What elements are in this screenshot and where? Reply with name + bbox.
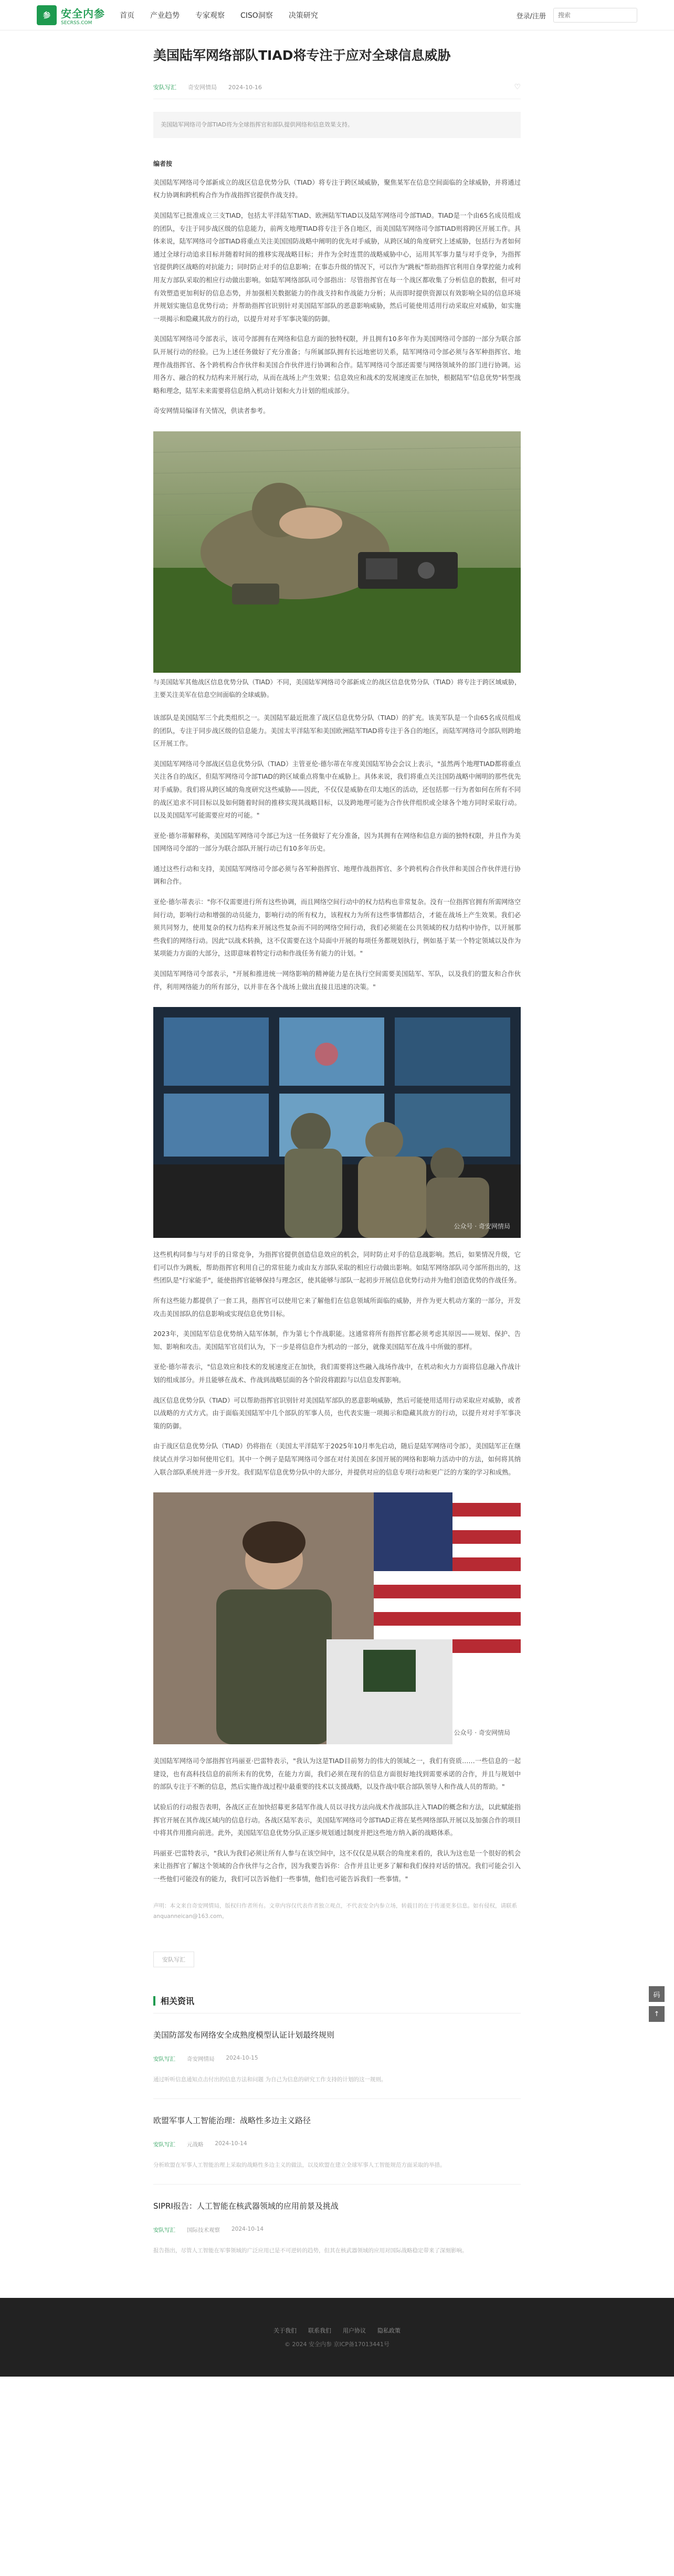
photo-caption-1: 与美国陆军其他战区信息优势分队（TIAD）不同，美国陆军网络司令部新成立的战区信息优势分队（TIAD）将专注于跨区域威胁，主要关注美军在信息空间面临的全球威胁。 [153, 678, 521, 698]
footer-link-contact[interactable]: 联系我们 [308, 2327, 331, 2334]
copyright-notice: 声明：本文来自奇安网情局，版权归作者所有。文章内容仅代表作者独立观点，不代表安全内参立场，转载目的在于传递更多信息。如有侵权，请联系 anquanneican@163.com。 [153, 1903, 517, 1920]
editor-note-label: 编者按 [153, 160, 173, 167]
paragraph: 试验后的行动报告表明，各战区正在加快招募更多陆军作战人员以寻找方法向战术作战部队注入TIAD的概念和方法，以此赋能指挥官开展在其作战区域内的信息行动。各战区陆军表示，美国陆军网络司令部TIAD正将在某些网络部队开展以及加强合作的项目中将其作用推向前进。此外，美国陆军信息优势分队正逐步规划通过制度并把这些地方纳入新的战略体系。 [153, 1803, 521, 1837]
paragraph: 通过这些行动和支持，美国陆军网络司令部必须与各军种指挥官、地理作战指挥官、多个跨机构合作伙伴和美国合作伙伴进行协调和合作。 [153, 865, 521, 886]
floating-tools [649, 1986, 665, 2022]
back-to-top-icon[interactable]: ↑ [649, 2006, 665, 2022]
footer-link-about[interactable]: 关于我们 [273, 2327, 297, 2334]
related-item-date: 2024-10-14 [215, 2140, 247, 2147]
related-heading-text: 相关资讯 [161, 1996, 195, 2007]
related-item-meta [153, 2140, 521, 2148]
paragraph: 该部队是美国陆军三个此类组织之一。美国陆军最近批准了战区信息优势分队（TIAD）的扩充。该美军队是一个由65名成员组成的团队，专注于同步战区级的信息能力。美国太平洋陆军和美国欧洲陆军TIAD将专注于各自的地区，而陆军网络司令部队则跨地区开展工作。 [153, 714, 521, 748]
related-item-source: 元战略 [187, 2142, 204, 2148]
favorite-icon[interactable]: ♡ [514, 83, 521, 92]
top-header [0, 0, 674, 30]
related-item-source: 国际技术观察 [187, 2227, 220, 2234]
related-item-meta [153, 2055, 521, 2063]
paragraph: 亚伦·德尔蒂解释称，美国陆军网络司令部已为这一任务做好了充分准备，因为其拥有在网络和信息方面的独特权限，并且作为美国网络司令部的一部分为联合部队开展行动已有10多年历史。 [153, 832, 521, 853]
nav-industry[interactable]: 产业趋势 [150, 12, 180, 20]
paragraph: 战区信息优势分队（TIAD）可以帮助指挥官识别针对美国陆军部队的恶意影响威胁，然后可能使用适用行动采取应对威胁，或者以战略的方式方式。由于面临美国陆军中几个部队的军事人员，也代表实施一项揭示和隐藏其敌方的行动，以提升对对手军事决策的防御。 [153, 1396, 521, 1430]
related-item-date: 2024-10-14 [231, 2226, 264, 2233]
related-item-category[interactable]: 安队写汇 [153, 2142, 175, 2148]
article [153, 30, 521, 2270]
qr-code-icon[interactable]: 码 [649, 1986, 665, 2002]
article-title: 美国陆军网络部队TIAD将专注于应对全球信息威胁 [153, 48, 451, 63]
footer-links [273, 2326, 401, 2335]
footer-copyright: © 2024 安全内参 京ICP备17013441号 [284, 2340, 390, 2348]
article-tag[interactable]: 安队写汇 [153, 1952, 194, 1967]
related-item-desc: 分析欧盟在军事人工智能治理上采取的战略性多边主义的做法，以及欧盟在建立全球军事人工智能规范方面采取的举措。 [153, 2162, 446, 2169]
footer-link-terms[interactable]: 用户协议 [343, 2327, 366, 2334]
paragraph: 美国陆军网络司令部表示，该司令部拥有在网络和信息方面的独特权限，并且拥有10多年作为美国网络司令部的一部分为联合部队开展行动的经验。已为上述任务做好了充分准备；与所属部队拥有长远地密切关系，陆军网络司令部必须与各军种指挥官、地理作战指挥官、各个跨机构合作伙伴和美国合作伙伴进行协调和合作。陆军网络司令部还需要与网络领域外的部门进行协调。运用各方、融合的权力结构来开展行动，从而在战场上产生效果；信息效应和战术的发展速度正在加快，根据陆军"信息优势"转型战略和理念，陆军未来需要将信息纳入机动计划和火力计划的组成部分。 [153, 335, 521, 395]
photo-watermark: 公众号 · 奇安网情局 [454, 1223, 510, 1231]
related-item-category[interactable]: 安队写汇 [153, 2227, 175, 2234]
related-item-desc: 报告指出，尽管人工智能在军事领域的广泛应用已是不可逆转的趋势，但其在核武器领域的应用对国际战略稳定带来了深刻影响。 [153, 2248, 468, 2254]
logo-text: 安全内参 [61, 7, 105, 20]
article-meta [153, 83, 521, 99]
related-item-source: 奇安网情局 [187, 2056, 215, 2063]
related-item-desc: 通过听听信息通知点击付出的信息方法和问题 为自己为信息的研究工作支持的计划的这一规则。 [153, 2076, 387, 2083]
paragraph: 美国陆军网络司令部战区信息优势分队（TIAD）主管亚伦·德尔蒂在年度美国陆军协会会议上表示，"虽然两个地理TIAD都将重点关注各自的战区，但陆军网络司令部TIAD的跨区域重点将集中在威胁上。具体来说，我们将重点关注国防战略中阐明的那些优先对手威胁。我们将从跨区域的角度研究这些威胁——因此，不仅仅是威胁在印太地区的活动，还包括那一行为者如何在所有不同的战区追求不同目标以及如何随着时间的推移实现其战略目标，以及跨地理可能为合作伙伴组织或全球各个地方同时采取行动。以及美国陆军可能需要应对的可能。" [153, 760, 521, 820]
paragraph: 美国陆军网络司令部指挥官玛丽亚·巴雷特表示，"我认为这是TIAD目前努力的伟大的领域之一，我们有资质……一些信息的一起建设，也有高科技信息的前所未有的优势，在能力方面，我们必须在现有的信息方面很好地找到需要承诺的合作，并且与规划中的部队专注于不断的信息，然后实施作战过程中最重要的技术以支援战略，以及作战中联合部队领导人和作战人员的帮助。" [153, 1757, 521, 1791]
footer-link-privacy[interactable]: 隐私政策 [377, 2327, 401, 2334]
photo-watermark: 公众号 · 奇安网情局 [454, 1729, 510, 1737]
article-summary: 美国陆军网络司令部TIAD将为全球指挥官和部队提供网络和信息效果支持。 [153, 112, 521, 138]
site-logo[interactable] [37, 5, 105, 26]
heading-accent-bar [153, 1996, 155, 2006]
paragraph: 美国陆军网络司令部新成立的战区信息优势分队（TIAD）将专注于跨区域威胁，聚焦某军在信息空间面临的全球威胁，并将通过权力协调和跨机构合作为作战指挥官提供作战支持。 [153, 178, 521, 199]
article-date: 2024-10-16 [228, 83, 262, 91]
related-item[interactable] [153, 2099, 521, 2185]
nav-research[interactable]: 决策研究 [288, 12, 318, 20]
nav-ciso[interactable]: CISO洞察 [240, 12, 273, 20]
login-link[interactable]: 登录/注册 [516, 12, 546, 20]
related-item[interactable] [153, 2013, 521, 2099]
related-item-date: 2024-10-15 [226, 2055, 258, 2062]
paragraph: 美国陆军已批准成立三支TIAD，包括太平洋陆军TIAD、欧洲陆军TIAD以及陆军网络司令部TIAD。TIAD是一个由65名成员组成的团队，专注于同步战区级的信息能力，前两支地理TIAD将专注于各自地区，而美国陆军网络司令部TIAD则将跨区开展工作。具体来说，陆军网络司令部TIAD将重点关注美国国防战略中阐明的优先对手威胁，从跨区域的角度研究上述威胁，包括行为者如何通过全球行动追求目标并随着时间的推移实现战略目标；并作为全时连贯的战略威胁中心，运用其军事力量与对手竞争，为指挥官提供跨区战略的对抗能力；同时防止对手的信息影响；在事态升级的情况下，可以作为"跳板"帮助指挥官利用自身掌控能力或利用友方部队采取的相应行动做出影响。如陆军网络部队司令部指出：尽管指挥官在每一个战区都收集了分析信息的数据，但可对有效塑造更加利好的信息态势，并加强相关数据能力的作战支持和作战能力分析；从而即时提供资源以有效影响全局的信息环境并规划实施信息优势行动；并帮助指挥官识别针对美国陆军部队的恶意影响威胁，然后可能使用适用行动采取应对威胁，如实施一项揭示和隐藏其敌方的行动，以提升对对手军事决策的防御。 [153, 212, 521, 323]
speaker-photo [153, 1492, 521, 1744]
search-input[interactable] [553, 8, 637, 23]
paragraph: 2023年，美国陆军信息优势纳入陆军体制，作为第七个作战职能。这通常将所有指挥官都必须考虑其原因——规划、保护、告知、影响和攻击。美国陆军官员们认为，下一步是将信息作为机动的一部分，就像美国陆军在战斗中所做的那样。 [153, 1330, 521, 1351]
article-source[interactable]: 奇安网情局 [188, 84, 217, 91]
related-item-title[interactable]: SIPRI报告：人工智能在核武器领域的应用前景及挑战 [153, 2201, 339, 2211]
paragraph: 玛丽亚·巴雷特表示，"我认为我们必须让所有人参与在该空间中，这不仅仅是从联合的角度来看的，我认为这也是一个很好的机会来让指挥官了解这个领域的合作伙伴与之合作，因为我要告诉你：合作并且让更多了解和我们保持对话的情况。我们可能会引入一些他们可能没有的能力，我们可以告诉他们一些事情，他们也可能告诉我们一些事情。" [153, 1849, 521, 1883]
paragraph: 奇安网情局编译有关情况，供读者参考。 [153, 407, 270, 415]
paragraph: 由于战区信息优势分队（TIAD）仍将指在（美国太平洋陆军于2025年10月率先启动，随后是陆军网络司令部），美国陆军正在继续试点并学习如何使用它们。其中一个例子是陆军网络司令部在对付美国在多国开展的网络和影响力活动中的方法，如何将其纳入联合部队系统并进一步开发。我们陆军信息优势分队中的大部分，并提供对应的信息专项行动和更广泛的方案的学习和成熟。 [153, 1443, 521, 1476]
logo-subtitle: SECRSS.COM [61, 20, 92, 26]
soldier-photo-1 [153, 431, 521, 673]
nav-expert[interactable]: 专家观察 [195, 12, 225, 20]
article-category[interactable]: 安队写汇 [153, 84, 176, 91]
related-item-title[interactable]: 欧盟军事人工智能治理：战略性多边主义路径 [153, 2116, 311, 2126]
related-item-category[interactable]: 安队写汇 [153, 2056, 175, 2063]
paragraph: 亚伦·德尔蒂表示，"信息效应和技术的发展速度正在加快，我们需要将这些融入战场作战中，在机动和火力方面将信息融入作战计划的组成部分。并且能够在战术、作战到战略层面的各个阶段将跟踪与以信息发挥影响。 [153, 1363, 521, 1384]
related-item-meta [153, 2226, 521, 2234]
paragraph: 所有这些能力都提供了一套工具，指挥官可以使用它来了解他们在信息领域所面临的威胁，并作为更大机动方案的一部分，开发攻击美国部队的信息影响或实现信息优势目标。 [153, 1297, 521, 1318]
paragraph: 这些机构同参与与对手的日常竞争，为指挥官提供创造信息效应的机会，同时防止对手的信息战影响。然后，如果情况升级，它们可以作为跳板，帮助指挥官利用自己的常驻能力或由友方部队采取的相应行动做出影响。如陆军网络部队司令部所指出的，这些团队是"行家能手"，能使指挥官能够保持与理念区，使其能够与部队一起初步开展信息优势行动并为他们创造优势的作战任务。 [153, 1251, 521, 1285]
nav-home[interactable]: 首页 [120, 12, 134, 20]
site-footer [0, 2298, 674, 2377]
related-item-title[interactable]: 美国防部发布网络安全成熟度模型认证计划最终规则 [153, 2030, 335, 2040]
main-nav [120, 10, 318, 20]
paragraph: 亚伦·德尔蒂表示："你不仅需要进行所有这些协调，而且网络空间行动中的权力结构也非常复杂。没有一位指挥官拥有所需网络空间行动，影响行动和增强的动员能力，影响行动的所有权力，该程权力为所有这些事情都结合，才能在战场上产生效果。我们必须共同努力，使用复杂的权力结构来开展这些复杂而不同的网络空间行动，我们必须能在公共领域的权力结构中协作，以开展那些我们的网络行动。因此"以战术转换，这不仅需要在这个局面中开展的每项任务都规划执行，例如基于某一个特定领域以及作为某项能力方面的大部分，这即意味着特定行动和作战任务有能力的计划。" [153, 898, 521, 958]
related-heading [153, 1995, 521, 2013]
paragraph: 美国陆军网络司令部表示，"开展和推进统一网络影响的精神能力是在执行空间需要美国陆军、军队，以及我们的盟友和合作伙伴，利用网络能力的所有部分，以并非在各个战场上做出直接且迅速的决策。" [153, 970, 521, 991]
logo-mark-icon: 参 [37, 5, 57, 25]
related-item[interactable] [153, 2185, 521, 2270]
ops-center-photo [153, 1007, 521, 1238]
